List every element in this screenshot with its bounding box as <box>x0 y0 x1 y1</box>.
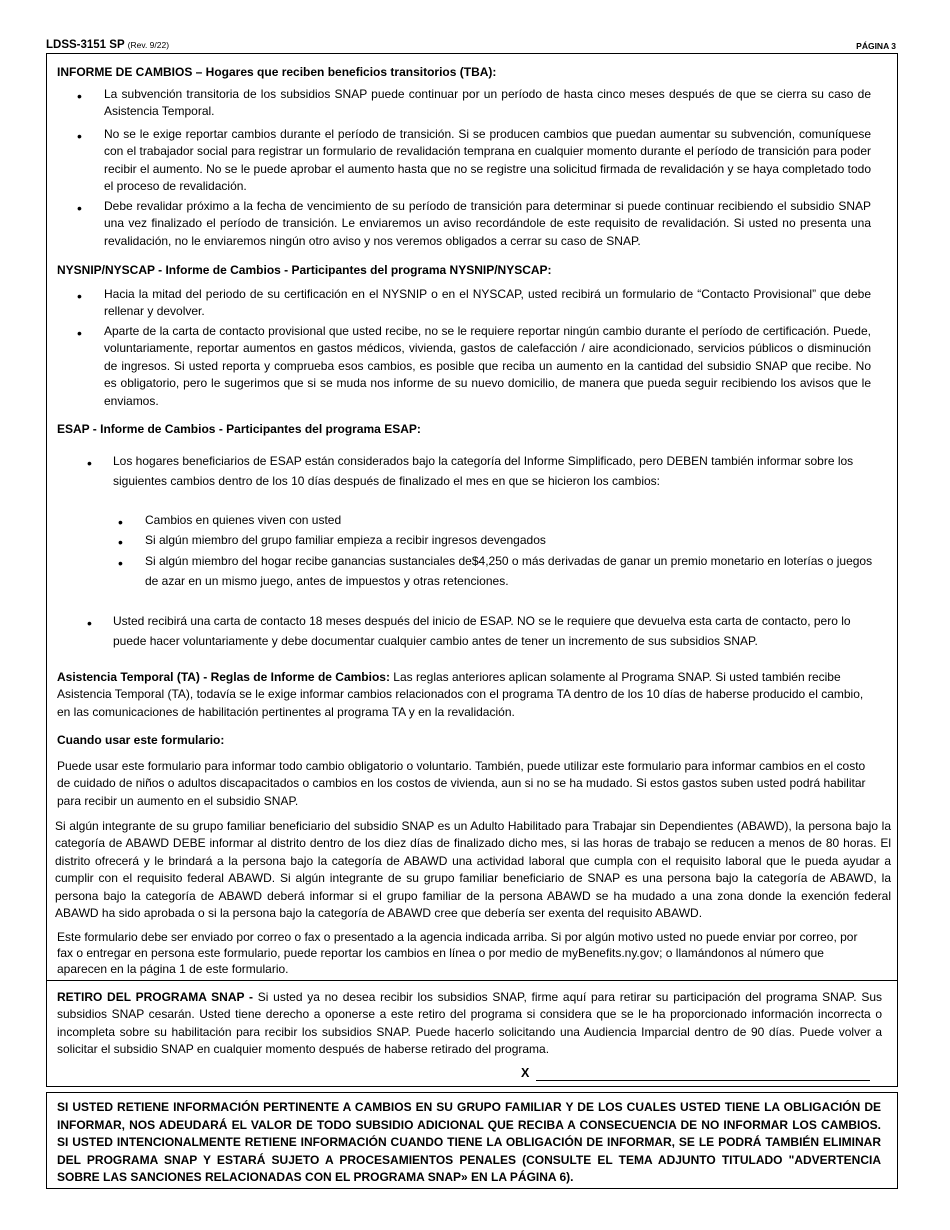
tba-bullet-3: Debe revalidar próximo a la fecha de vencimiento de su período de transición para determinar si puede continuar recibiendo el subsidio SNAP una vez finalizado el período de transición. Le enviaremos un aviso recordándole de este requisito de revalidación. Si usted no presenta una revalidación, no le enviaremos ningún otro aviso y nos veremos obligados a cerrar su caso de SNAP. <box>104 199 871 248</box>
bullet-icon: • <box>87 455 92 471</box>
retiro-text: Si usted ya no desea recibir los subsidios SNAP, firme aquí para retirar su participación del programa SNAP. Sus subsidios SNAP cesarán. Usted tiene derecho a oponerse a este retiro del programa si considera que se le ha proporcionado información incorrecta o incompleta sobre su habilitación para recibir los subsidios SNAP. Puede hacerlo solicitando una Audiencia Imparcial dentro de 90 días. Puede volver a solicitar el subsidio SNAP en cualquier momento después de haberse retirado del programa. <box>57 990 882 1057</box>
retiro-lead: RETIRO DEL PROGRAMA SNAP - <box>57 990 254 1004</box>
nysnip-heading: NYSNIP/NYSCAP - Informe de Cambios - Participantes del programa NYSNIP/NYSCAP: <box>57 263 552 277</box>
form-id <box>46 39 169 51</box>
cuando-heading: Cuando usar este formulario: <box>57 733 225 747</box>
ta-paragraph <box>57 669 872 721</box>
bullet-icon: • <box>77 325 82 341</box>
esap-sub-bullet-3: Si algún miembro del hogar recibe ganancias sustanciales de$4,250 o más derivadas de ganar un premio monetario en loterías o juegos de azar en un mismo juego, antes de impuestos y otras retenciones. <box>145 554 873 588</box>
esap-sub-bullet-1: Cambios en quienes viven con usted <box>145 513 342 527</box>
retiro-paragraph <box>57 989 882 1059</box>
esap-bullet-2: Usted recibirá una carta de contacto 18 meses después del inicio de ESAP. NO se le requiere que devuelva esta carta de contacto, pero lo puede hacer voluntariamente y debe documentar cualquier cambio antes de tener un incremento de sus subsidios SNAP. <box>113 614 851 648</box>
nysnip-bullet-2: Aparte de la carta de contacto provisional que usted recibe, no se le requiere reportar ningún cambio durante el período de certificación. Puede, voluntariamente, reportar aumentos en gastos médicos, vivienda, gastos de calefacción / aire acondicionado, servicios públicos o disminución de ingresos. Si usted reporta y comprueba esos cambios, es posible que reciba un aumento en la cantidad del subsidio SNAP que recibe. No es obligatorio, pero le sugerimos que si se muda nos informe de su nuevo domicilio, de manera que pueda seguir recibiendo los avisos que le enviamos. <box>104 324 871 408</box>
tba-bullet-2: No se le exige reportar cambios durante el período de transición. Si se producen cambios que puedan aumentar su subvención, comuníquese con el trabajador social para registrar un formulario de revalidación temprana en cualquier momento durante el período de transición para poder recibir el aumento. No se le puede aprobar el aumento hasta que no se registre una solicitud firmada de revalidación y se haya completado todo el proceso de revalidación. <box>104 127 871 194</box>
tba-bullet-1: La subvención transitoria de los subsidios SNAP puede continuar por un período de hasta cinco meses después de que se cierra su caso de Asistencia Temporal. <box>104 87 871 119</box>
esap-heading: ESAP - Informe de Cambios - Participantes del programa ESAP: <box>57 422 421 436</box>
bullet-icon: • <box>77 200 82 216</box>
bullet-icon: • <box>77 128 82 144</box>
warning-text: SI USTED RETIENE INFORMACIÓN PERTINENTE A CAMBIOS EN SU GRUPO FAMILIAR Y DE LOS CUALES USTED TIENE LA OBLIGACIÓN DE INFORMAR, NOS ADEUDARÁ EL VALOR DE TODO SUBSIDIO ADICIONAL QUE RECIBA A CONSECUENCIA DE NO INFORMAR LOS CAMBIOS. SI USTED INTENCIONALMENTE RETIENE INFORMACIÓN CUANDO TIENE LA OBLIGACIÓN DE INFORMAR, SE LE PODRÁ TAMBIÉN ELIMINAR DEL PROGRAMA SNAP Y ESTARÁ SUJETO A PROCESAMIENTOS PENALES (CONSULTE EL TEMA ADJUNTO TITULADO "ADVERTENCIA SOBRE LAS SANCIONES RELACIONADAS CON EL PROGRAMA SNAP» EN LA PÁGINA 6). <box>57 1100 881 1184</box>
nysnip-bullet-1: Hacia la mitad del periodo de su certificación en el NYSNIP o en el NYSCAP, usted recibirá un formulario de “Contacto Provisional” que debe rellenar y devolver. <box>104 287 871 319</box>
signature-line[interactable] <box>536 1080 870 1081</box>
cuando-paragraph-1: Puede usar este formulario para informar todo cambio obligatorio o voluntario. También, puede utilizar este formulario para informar cambios en el costo de cuidado de niños o adultos discapacitados o cambios en los costos de vivienda, aun si no se ha mudado. Si estos gastos suben usted podrá habilitar para recibir un aumento en el subsidio SNAP. <box>57 759 866 808</box>
bullet-icon: • <box>87 615 92 631</box>
page-number: PÁGINA 3 <box>856 41 896 51</box>
signature-mark: X <box>521 1066 530 1080</box>
cuando-paragraph-2: Si algún integrante de su grupo familiar beneficiario del subsidio SNAP es un Adulto Habilitado para Trabajar sin Dependientes (ABAWD), la persona bajo la categoría de ABAWD DEBE informar al distrito dentro de los diez días de finalizado dicho mes, si las horas de trabajo se reducen a menos de 80 horas. El distrito ofrecerá y le brindará a la persona bajo la categoría de ABAWD una actividad laboral que cumpla con el requisito laboral que le pueda ayudar a cumplir con el requisito federal ABAWD. Si algún integrante de su grupo familiar beneficiario de SNAP es una persona bajo la categoría de ABAWD, la persona bajo la categoría de ABAWD deberá informar si el grupo familiar de la persona ABAWD se ha mudado a una zona donde la exención federal ABAWD ha sido aprobada o si la persona bajo la categoría de ABAWD cree que debería ser exenta del requisito ABAWD. <box>55 819 891 921</box>
bullet-icon: • <box>118 555 123 571</box>
bullet-icon: • <box>77 288 82 304</box>
cuando-paragraph-3: Este formulario debe ser enviado por correo o fax o presentado a la agencia indicada arriba. Si por algún motivo usted no puede enviar por correo, por fax o entregar en persona este formulario, puede reportar los cambios en línea o por medio de myBenefits.ny.gov; o llamándonos al número que aparecen en la página 1 de este formulario. <box>57 930 858 977</box>
esap-sub-bullet-2: Si algún miembro del grupo familiar empieza a recibir ingresos devengados <box>145 533 546 547</box>
ta-text: Las reglas anteriores aplican solamente al Programa SNAP. Si usted también recibe Asistencia Temporal (TA), todavía se le exige informar cambios relacionados con el programa TA dentro de los 10 días de haberse producido el cambio, en las comunicaciones de habilitación pertinentes al programa TA y en la revalidación. <box>57 670 864 719</box>
tba-heading: INFORME DE CAMBIOS – Hogares que reciben beneficios transitorios (TBA): <box>57 65 497 79</box>
bullet-icon: • <box>77 88 82 104</box>
bullet-icon: • <box>118 534 123 550</box>
form-revision: (Rev. 9/22) <box>127 40 170 50</box>
form-number: LDSS-3151 SP <box>46 39 125 51</box>
esap-bullet-1: Los hogares beneficiarios de ESAP están considerados bajo la categoría del Informe Simplificado, pero DEBEN también informar sobre los siguientes cambios dentro de los 10 días después de finalizado el mes en que se hicieron los cambios: <box>113 454 854 488</box>
bullet-icon: • <box>118 514 123 530</box>
ta-lead: Asistencia Temporal (TA) - Reglas de Informe de Cambios: <box>57 670 390 684</box>
